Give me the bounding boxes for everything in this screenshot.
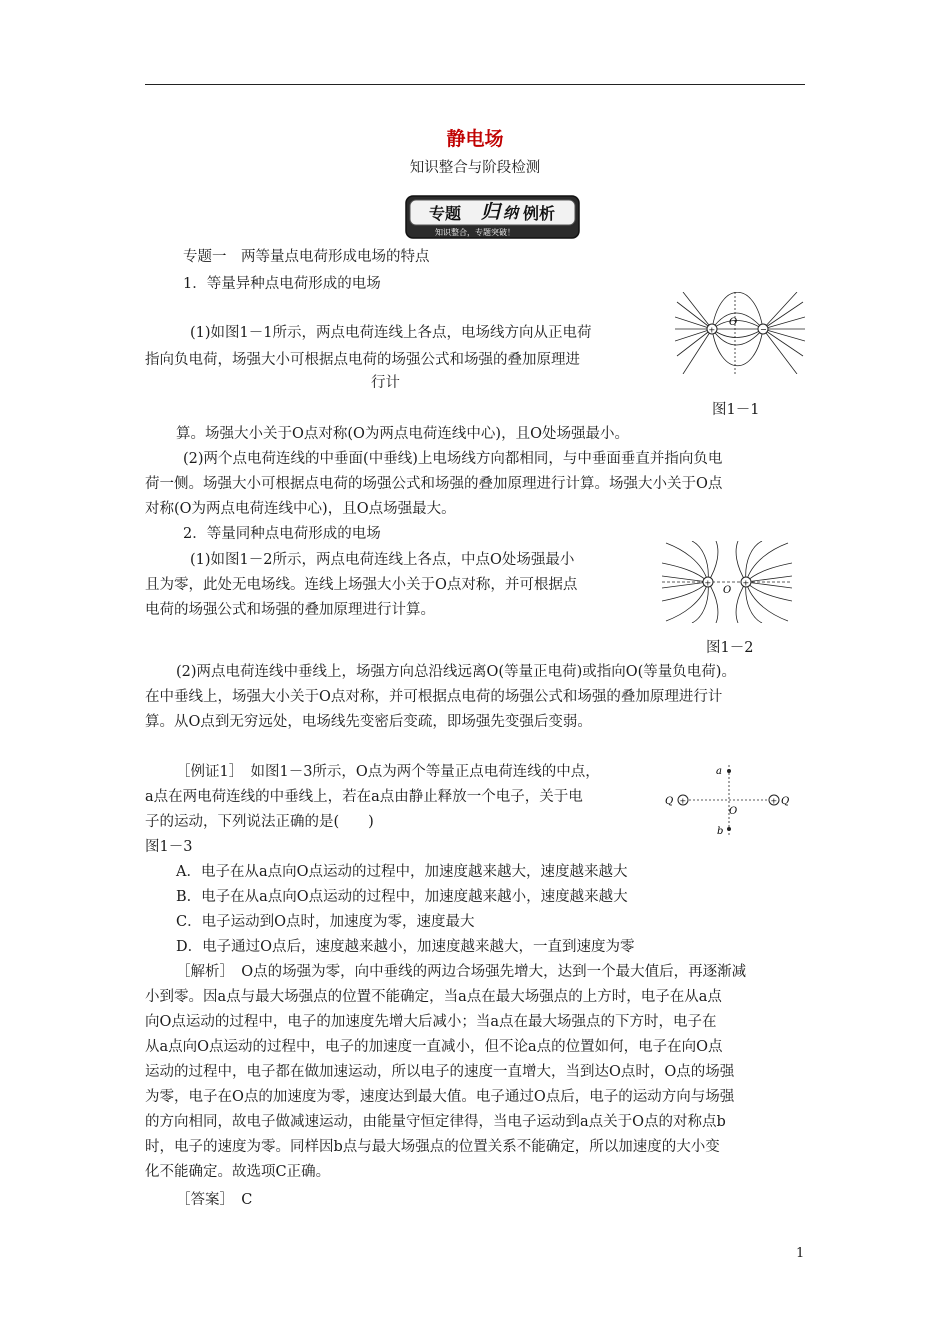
page-title: 静电场 [446, 128, 504, 150]
figure-1-2-like-charges-field [662, 541, 792, 623]
analysis-line-8: 时，电子的速度为零。同样因b点与最大场强点的位置关系不能确定，所以加速度的大小变 [145, 1139, 720, 1155]
para-1-line-2: 指向负电荷，场强大小可根据点电荷的场强公式和场强的叠加原理进 [145, 352, 580, 368]
analysis-line-1: ［解析］ O点的场强为零，向中垂线的两边合场强先增大，达到一个最大值后，再逐渐减 [176, 964, 747, 980]
badge-mid2-text: 纳 [503, 204, 519, 222]
para-2-line-2: 荷一侧。场强大小可根据点电荷的场强公式和场强的叠加原理进行计算。场强大小关于O点 [145, 476, 723, 492]
analysis-line-3: 向O点运动的过程中，电子的加速度先增大后减小；当a点在最大场强点的下方时，电子在 [145, 1014, 717, 1030]
badge-left-text: 专题 [429, 204, 462, 223]
figure-1-3-label-b: b [717, 826, 724, 837]
option-a: A．电子在从a点向O点运动的过程中，加速度越来越大，速度越来越大 [176, 864, 628, 880]
example-line-3: 子的运动，下列说法正确的是( ) [145, 814, 374, 830]
analysis-line-4: 从a点向O点运动的过程中，电子的加速度一直减小，但不论a点的位置如何，电子在向O点 [145, 1039, 723, 1055]
svg-text:−: − [760, 325, 767, 334]
para-4-line-1: (2)两点电荷连线中垂线上，场强方向总沿线远离O(等量正电荷)或指向O(等量负电荷)。 [176, 664, 736, 680]
analysis-line-2: 小到零。因a点与最大场强点的位置不能确定，当a点在最大场强点的上方时，电子在从a点 [145, 989, 722, 1005]
analysis-line-7: 的方向相同，故电子做减速运动，由能量守恒定律得，当电子运动到a点关于O点的对称点b [145, 1114, 726, 1130]
option-b: B．电子在从a点向O点运动的过程中，加速度越来越小，速度越来越大 [176, 889, 628, 905]
figure-1-3-label-o: O [729, 806, 738, 817]
section-heading: 专题一 两等量点电荷形成电场的特点 [183, 249, 430, 265]
badge-mid1-text: 归 [481, 201, 501, 223]
item-1-heading: 1．等量异种点电荷形成的电场 [183, 276, 381, 292]
figure-1-1-dipole-field [675, 292, 805, 374]
svg-text:+: + [704, 578, 712, 588]
figure-1-2-caption: 图1－2 [706, 640, 754, 656]
svg-text:+: + [708, 325, 716, 335]
para-1-line-3: 行计 [371, 375, 400, 391]
page-subtitle: 知识整合与阶段检测 [409, 160, 541, 176]
header-rule [145, 84, 805, 85]
option-c: C．电子运动到O点时，加速度为零，速度最大 [176, 914, 475, 930]
example-line-1: ［例证1］ 如图1－3所示，O点为两个等量正点电荷连线的中点， [176, 764, 600, 780]
figure-1-3-label-q-left: Q [665, 796, 674, 807]
option-d: D．电子通过O点后，速度越来越小，加速度越来越大，一直到速度为零 [176, 939, 635, 955]
para-3-line-3: 电荷的场强公式和场强的叠加原理进行计算。 [145, 602, 435, 618]
svg-text:O: O [723, 585, 732, 596]
svg-text:+: + [679, 796, 687, 806]
svg-text:O: O [729, 317, 738, 328]
para-2-line-1: (2)两个点电荷连线的中垂面(中垂线)上电场线方向都相同，与中垂面垂直并指向负电 [183, 451, 723, 467]
figure-1-3-caption: 图1－3 [145, 839, 193, 855]
example-line-2: a点在两电荷连线的中垂线上，若在a点由静止释放一个电子，关于电 [145, 789, 583, 805]
page-number: 1 [796, 1246, 805, 1261]
para-1-continued: 算。场强大小关于O点对称(O为两点电荷连线中心)，且O处场强最小。 [176, 426, 629, 442]
badge-sub-text: 知识整合，专题突破！ [435, 228, 515, 237]
analysis-line-9: 化不能确定。故选项C正确。 [145, 1164, 331, 1180]
para-1-line-1: (1)如图1－1所示，两点电荷连线上各点，电场线方向从正电荷 [190, 325, 592, 341]
para-3-line-2: 且为零，此处无电场线。连线上场强大小关于O点对称，并可根据点 [145, 577, 578, 593]
svg-text:+: + [742, 578, 750, 588]
figure-1-3-label-a: a [716, 766, 722, 777]
answer: ［答案］ C [176, 1192, 253, 1208]
para-4-line-3: 算。从O点到无穷远处，电场线先变密后变疏，即场强先变强后变弱。 [145, 714, 592, 730]
analysis-line-6: 为零，电子在O点的加速度为零，速度达到最大值。电子通过O点后，电子的运动方向与场强 [145, 1089, 735, 1105]
topic-badge [405, 195, 580, 239]
para-3-line-1: (1)如图1－2所示，两点电荷连线上各点，中点O处场强最小 [190, 552, 575, 568]
para-4-line-2: 在中垂线上，场强大小关于O点对称，并可根据点电荷的场强公式和场强的叠加原理进行计 [145, 689, 723, 705]
svg-text:+: + [770, 796, 778, 806]
para-2-line-3: 对称(O为两点电荷连线中心)，且O点场强最大。 [145, 501, 456, 517]
analysis-line-5: 运动的过程中，电子都在做加速运动，所以电子的速度一直增大，当到达O点时，O点的场强 [145, 1064, 735, 1080]
badge-right-text: 例析 [523, 204, 556, 223]
figure-1-1-caption: 图1－1 [712, 402, 760, 418]
item-2-heading: 2．等量同种点电荷形成的电场 [183, 526, 381, 542]
figure-1-3-diagram [663, 761, 793, 839]
figure-1-3-label-q-right: Q [781, 796, 790, 807]
